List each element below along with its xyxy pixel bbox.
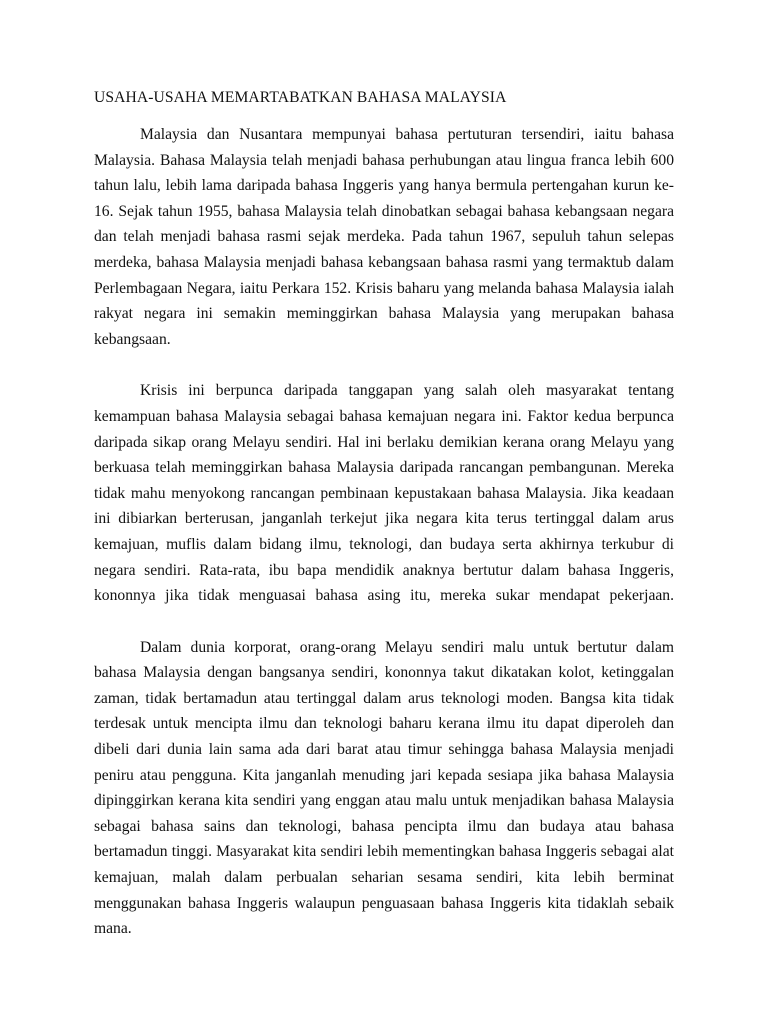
document-title: USAHA-USAHA MEMARTABATKAN BAHASA MALAYSIA	[94, 89, 507, 106]
paragraph-3: Dalam dunia korporat, orang-orang Melayu sendiri malu untuk bertutur dalam bahasa Malaysia dengan bangsanya sendiri, kononnya takut dikatakan kolot, ketinggalan zaman, tidak bertamadun atau tertinggal dalam arus teknologi moden. Bangsa kita tidak terdesak untuk mencipta ilmu dan teknologi baharu kerana ilmu itu dapat diperoleh dan dibeli dari dunia lain sama ada dari barat atau timur sehingga bahasa Malaysia menjadi peniru atau pengguna. Kita janganlah menuding jari kepada sesiapa jika bahasa Malaysia dipinggirkan kerana kita sendiri yang enggan atau malu untuk menjadikan bahasa Malaysia sebagai bahasa sains dan teknologi, bahasa pencipta ilmu dan budaya atau bahasa bertamadun tinggi. Masyarakat kita sendiri lebih mementingkan bahasa Inggeris sebagai alat kemajuan, malah dalam perbualan seharian sesama sendiri, kita lebih berminat menggunakan bahasa Inggeris walaupun penguasaan bahasa Inggeris kita tidaklah sebaik mana.	[94, 638, 674, 938]
paragraph-2: Krisis ini berpunca daripada tanggapan yang salah oleh masyarakat tentang kemampuan bahasa Malaysia sebagai bahasa kemajuan negara ini. Faktor kedua berpunca daripada sikap orang Melayu sendiri. Hal ini berlaku demikian kerana orang Melayu yang berkuasa telah meminggirkan bahasa Malaysia daripada rancangan pembangunan. Mereka tidak mahu menyokong rancangan pembinaan kepustakaan bahasa Malaysia. Jika keadaan ini dibiarkan berterusan, janganlah terkejut jika negara kita terus tertinggal dalam arus kemajuan, muflis dalam bidang ilmu, teknologi, dan budaya serta akhirnya terkubur di negara sendiri. Rata-rata, ibu bapa mendidik anaknya bertutur dalam bahasa Inggeris, kononnya jika tidak menguasai bahasa asing itu, mereka sukar mendapat pekerjaan.	[94, 382, 674, 605]
document-body	[94, 88, 674, 968]
paragraph-1: Malaysia dan Nusantara mempunyai bahasa pertuturan tersendiri, iaitu bahasa Malaysia. Bahasa Malaysia telah menjadi bahasa perhubungan atau lingua franca lebih 600 tahun lalu, lebih lama daripada bahasa Inggeris yang hanya bermula pertengahan kurun ke-16. Sejak tahun 1955, bahasa Malaysia telah dinobatkan sebagai bahasa kebangsaan negara dan telah menjadi bahasa rasmi sejak merdeka. Pada tahun 1967, sepuluh tahun selepas merdeka, bahasa Malaysia menjadi bahasa kebangsaan bahasa rasmi yang termaktub dalam Perlembagaan Negara, iaitu Perkara 152. Krisis baharu yang melanda bahasa Malaysia ialah rakyat negara ini semakin meminggirkan bahasa Malaysia yang merupakan bahasa kebangsaan.	[94, 126, 674, 348]
